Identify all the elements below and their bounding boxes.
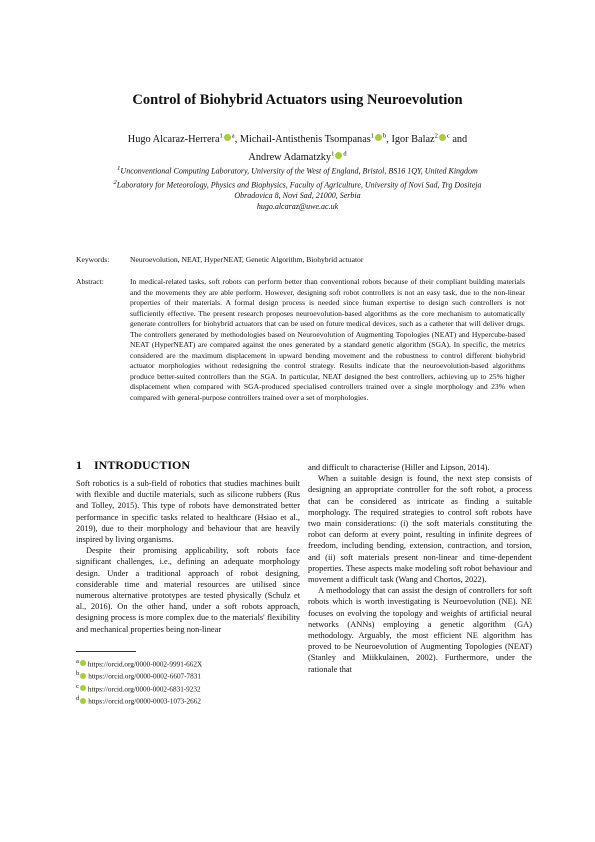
- affiliation-text: Unconventional Computing Laboratory, University of the West of England, Bristol, BS16 1QY, United Kingdom: [120, 166, 478, 176]
- right-column: [308, 462, 532, 675]
- author-name: Michail-Antisthenis Tsompanas: [239, 134, 371, 146]
- affiliation-mark: 2: [434, 133, 438, 140]
- paragraph: Soft robotics is a sub-field of robotics that studies machines built with flexible and ductile materials, such as silicone rubbers (Rus and Tolley, 2015). This type of robots have demonstrated better performance in specific tasks related to healthcare (Hsiao et al., 2019), due to their morphology and behaviour that are heavily inspired by living organisms.: [76, 479, 300, 545]
- orcid-link[interactable]: https://orcid.org/0000-0002-6607-7831: [88, 672, 201, 681]
- orcid-link[interactable]: https://orcid.org/0000-0003-1073-2662: [88, 697, 201, 706]
- footnote-mark: d: [76, 695, 80, 703]
- footnote: [76, 682, 202, 694]
- abstract-text: In medical-related tasks, soft robots can perform better than conventional robots because of their compliant building materials and the movements they are able perform. However, designing soft robot controllers is not an easy task, due to the non-linear properties of their materials. A formal design process is needed since human expertise to design such controllers is not sufficiently effective. The present research proposes neuroevolution-based algorithms as the core mechanism to automatically generate controllers for biohybrid actuators that can be used on future medical devices, such as a catheter that will deliver drugs. The controllers generated by methodologies based on Neuroevolution of Augmenting Topologies (NEAT) and Hypercube-based NEAT (HyperNEAT) are compared against the ones generated by a standard genetic algorithm (SGA). In specific, the metrics considered are the maximum displacement in upward bending movement and the robustness to control different biohybrid actuator morphologies without redesigning the control strategy. Results indicate that the neuroevolution-based algorithms produce better-suited controllers than the SGA. In particular, NEAT designed the best controllers, achieving up to 25% higher displacement when compared with SGA-produced specialised controllers trained over a single morphology and 23% when compared with general-purpose controllers trained over a set of morphologies.: [130, 277, 525, 403]
- affiliation-number: 1: [117, 165, 121, 172]
- footnote-mark: c: [76, 682, 79, 690]
- author-separator: ,: [386, 134, 389, 146]
- footnote: [76, 657, 202, 669]
- orcid-mark: b: [383, 133, 387, 140]
- author: [240, 134, 389, 145]
- affiliation-mark: 1: [219, 133, 223, 140]
- author-name: Igor Balaz: [391, 134, 435, 146]
- author-separator: ,: [234, 134, 238, 146]
- paragraph: and difficult to characterise (Hiller and Lipson, 2014).: [308, 463, 490, 472]
- left-column: [76, 478, 300, 635]
- footnote-divider: [76, 651, 136, 652]
- affiliation-text: Obradovica 8, Novi Sad, 21000, Serbia: [234, 191, 361, 201]
- footnotes: [76, 657, 202, 707]
- affiliation-number: 2: [113, 178, 117, 186]
- paper-title: Control of Biohybrid Actuators using Neuroevolution: [132, 92, 463, 108]
- footnote: [76, 694, 202, 706]
- section-title: INTRODUCTION: [94, 458, 191, 472]
- email-link[interactable]: hugo.alcaraz@uwe.ac.uk: [256, 202, 339, 212]
- orcid-icon: [80, 660, 86, 666]
- orcid-link[interactable]: https://orcid.org/0000-0002-6831-9232: [87, 685, 201, 694]
- affiliation-line: [60, 190, 535, 201]
- keywords-label: Keywords:: [76, 255, 110, 264]
- affiliation-line: [60, 177, 535, 191]
- contact-email[interactable]: [60, 201, 535, 212]
- paragraph: A methodology that can assist the design of controllers for soft robots which is worth investigating is Neuroevolution (NE). NE focuses on evolving the topology and weights of artificial neural networks (ANNs) employing a genetic algorithm (GA) methodology. Arguably, the most efficient NE algorithm has proved to be Neuroevolution of Augmenting Topologies (NEAT) (Stanley and Miikkulainen, 2002). Furthermore, under the rationale that: [308, 586, 532, 674]
- keywords-text: Neuroevolution, NEAT, HyperNEAT, Genetic Algorithm, Biohybrid actuator: [130, 255, 364, 264]
- orcid-icon: [80, 698, 86, 704]
- orcid-icon[interactable]: [335, 152, 342, 159]
- author-separator: and: [449, 134, 468, 146]
- orcid-mark: a: [231, 133, 235, 140]
- paragraph: When a suitable design is found, the next step consists of designing an appropriate controller for the soft robot, a process that can be considered as intricate as finding a suitable morphology. The required strategies to control soft robots have two main considerations: (i) the soft materials constituting the robot can deform at every point, resulting in infinite degrees of freedom, including bending, extension, contraction, and torsion, and (ii) soft materials present non-linear and time-dependent properties. These aspects make modeling soft robot behaviour and movement a difficult task (Wang and Chortos, 2022).: [308, 474, 532, 585]
- affiliations: [60, 163, 535, 212]
- affiliation-mark: 1: [370, 133, 375, 140]
- orcid-icon[interactable]: [439, 134, 446, 141]
- paragraph: Despite their promising applicability, soft robots face significant challenges, i.e., defining an adequate morphology design. Under a traditional approach of robot designing, considerable time and material resources are utilised since numerous alternative prototypes are tested physically (Schulz et al., 2016). On the other hand, under a soft robots approach, designing process is more complex due to the materials' flexibility and mechanical properties being non-linear: [76, 546, 300, 634]
- author-name: Hugo Alcaraz-Herrera: [127, 134, 220, 146]
- affiliation-mark: 1: [331, 150, 335, 158]
- footnote-mark: a: [76, 658, 79, 665]
- author: [128, 134, 237, 145]
- footnote: [76, 669, 202, 681]
- author: [248, 152, 346, 163]
- affiliation-line: [60, 163, 535, 177]
- orcid-icon: [80, 673, 86, 679]
- author-name: Andrew Adamatzky: [248, 151, 332, 163]
- orcid-link[interactable]: https://orcid.org/0000-0002-9991-662X: [87, 660, 203, 669]
- affiliation-text: Laboratory for Meteorology, Physics and Biophysics, Faculty of Agriculture, University of Novi Sad, Trg Dositeja: [116, 180, 482, 190]
- footnote-mark: b: [76, 670, 80, 678]
- section-heading: [76, 458, 190, 473]
- author: [391, 134, 467, 145]
- orcid-icon[interactable]: [224, 134, 231, 141]
- abstract-label: Abstract:: [76, 277, 104, 286]
- orcid-icon: [80, 685, 86, 691]
- orcid-icon[interactable]: [375, 134, 382, 141]
- section-number: 1: [76, 458, 82, 472]
- author-list: [80, 130, 515, 165]
- orcid-mark: c: [446, 133, 450, 140]
- orcid-mark: d: [343, 150, 347, 158]
